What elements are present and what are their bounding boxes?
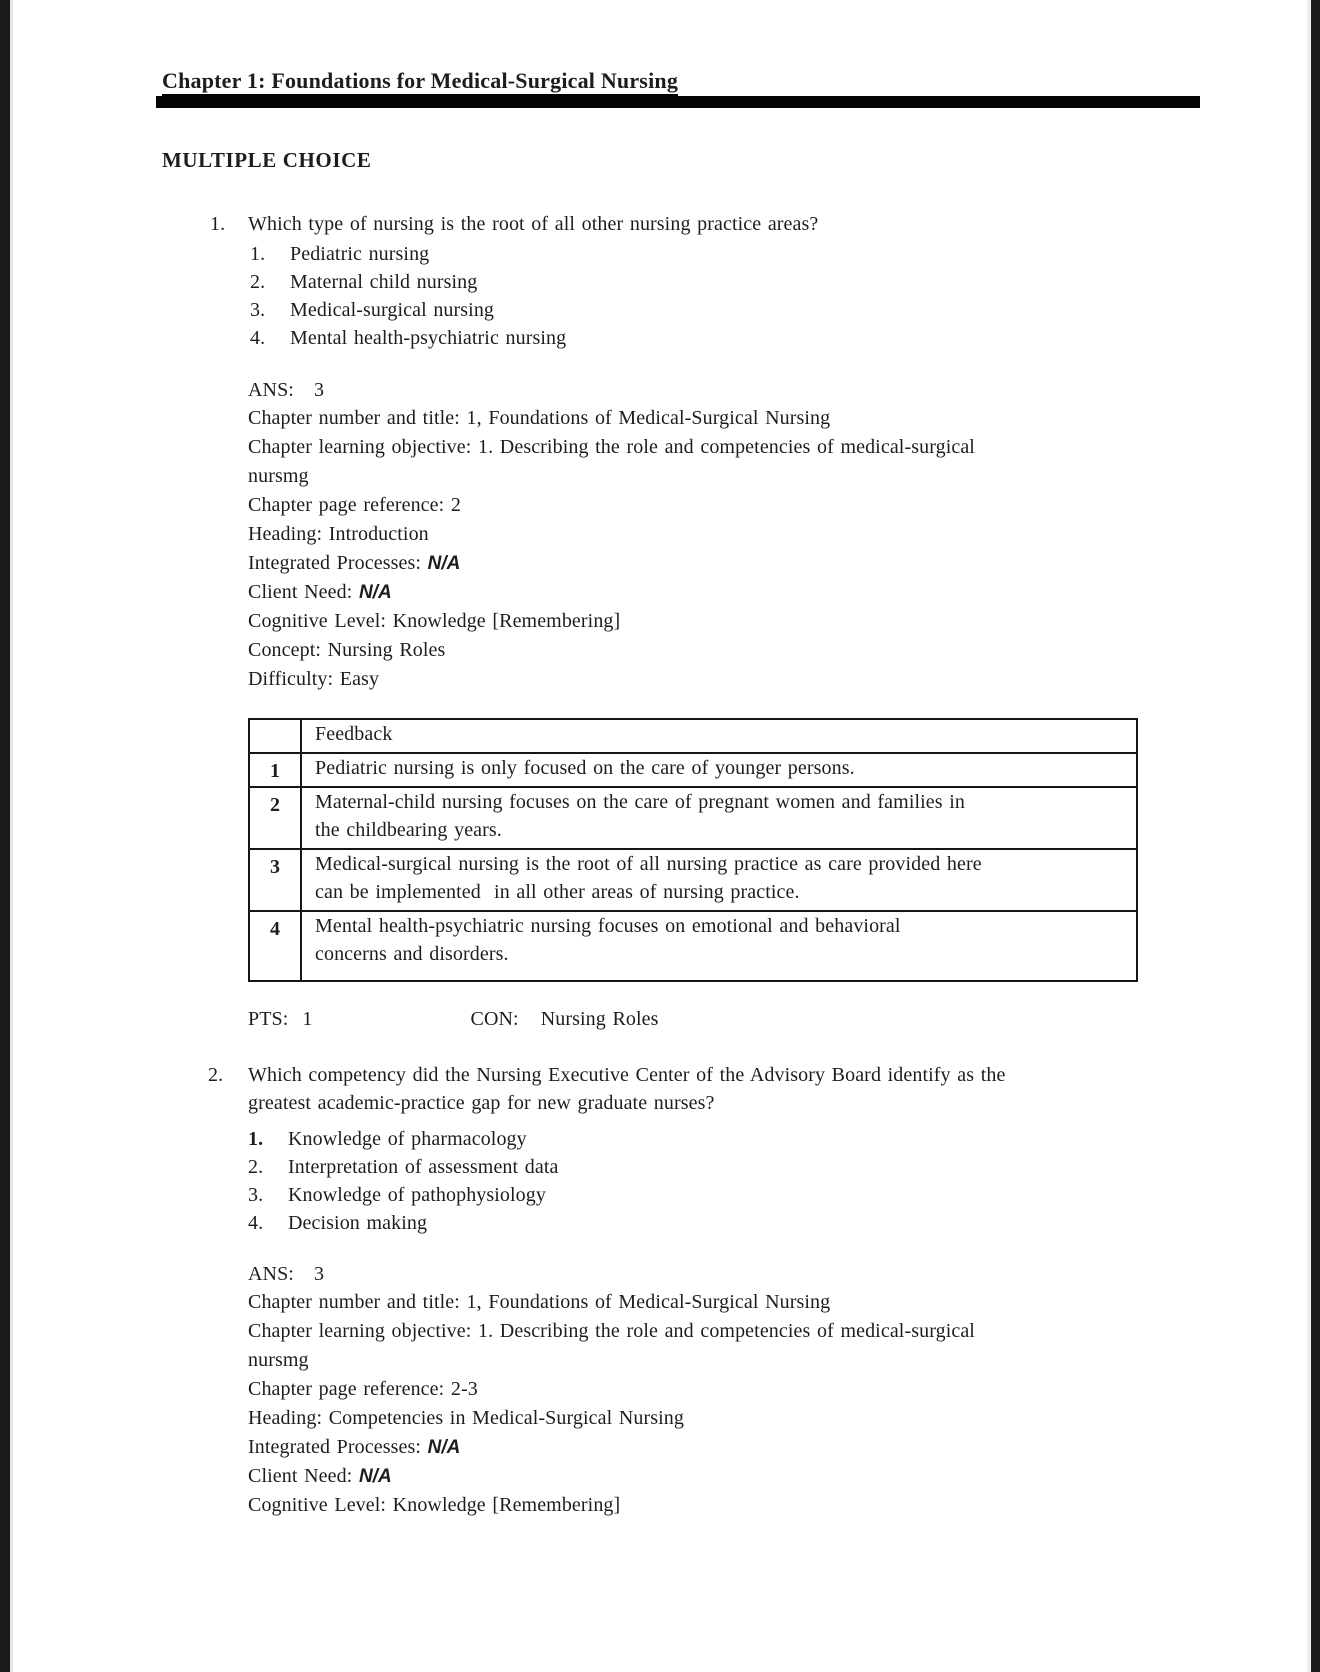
q2-option-3 [248, 1181, 1128, 1209]
q2-rationale-line-5: Heading: Competencies in Medical-Surgical Nursing [248, 1407, 684, 1429]
q2-option-3-label: Knowledge of pathophysiology [288, 1184, 546, 1206]
feedback-row-3-text: Medical-surgical nursing is the root of all nursing practice as care provided here can be implemented in all other areas of nursing practice. [301, 849, 1137, 911]
feedback-row-2-text: Maternal-child nursing focuses on the care of pregnant women and families in the childbearing years. [301, 787, 1137, 849]
q1-rationale-line-2: Chapter learning objective: 1. Describing the role and competencies of medical-surgical [248, 436, 975, 458]
con-value: Nursing Roles [540, 1008, 659, 1030]
q2-rationale-line-7: Client Need: N/A [248, 1465, 392, 1487]
question-1 [210, 210, 1110, 352]
q1-answer-block [248, 376, 1128, 694]
question-1-number: 1. [210, 213, 226, 235]
page-right-border [1311, 0, 1320, 1672]
q1-rationale-line-8: Cognitive Level: Knowledge [Remembering] [248, 610, 621, 632]
q2-rationale-line-4: Chapter page reference: 2-3 [248, 1378, 478, 1400]
section-heading: MULTIPLE CHOICE [162, 148, 372, 172]
q1-option-2-number: 2. [250, 271, 266, 293]
q1-rationale-line-9: Concept: Nursing Roles [248, 639, 446, 661]
q1-points-line [248, 1005, 659, 1033]
title-rule-bar [156, 96, 1200, 108]
q1-answer-label: ANS: [248, 379, 294, 401]
question-2-stem-line-1: Which competency did the Nursing Executive Center of the Advisory Board identify as the [248, 1064, 1006, 1086]
q1-option-4-label: Mental health-psychiatric nursing [290, 327, 567, 349]
page-left-border [0, 0, 10, 1672]
question-2-options [248, 1125, 1128, 1237]
chapter-title-text: Chapter 1: Foundations for Medical-Surgical Nursing [162, 68, 678, 96]
chapter-title [162, 66, 678, 96]
q2-rationale-line-2: Chapter learning objective: 1. Describing the role and competencies of medical-surgical [248, 1320, 975, 1342]
q2-rationale-line-7-na: N/A [358, 1466, 392, 1487]
question-1-stem-row [210, 210, 1110, 238]
q2-option-2-label: Interpretation of assessment data [288, 1156, 559, 1178]
q1-option-4-number: 4. [250, 327, 266, 349]
feedback-row-1 [249, 753, 1137, 787]
q2-rationale-line-6: Integrated Processes: N/A [248, 1436, 461, 1458]
q1-option-2 [250, 268, 1110, 296]
q1-rationale-line-7-na: N/A [358, 582, 392, 603]
q1-rationale-line-6: Integrated Processes: N/A [248, 552, 461, 574]
pts-label: PTS: [248, 1008, 289, 1030]
q1-rationale-line-6-na: N/A [427, 553, 461, 574]
q1-rationale-line-10: Difficulty: Easy [248, 668, 380, 690]
q2-option-3-number: 3. [248, 1184, 264, 1206]
q2-answer-label: ANS: [248, 1263, 294, 1285]
q2-rationale-line-3: nursmg [248, 1349, 309, 1371]
feedback-row-1-text: Pediatric nursing is only focused on the care of younger persons. [301, 753, 1137, 787]
q1-rationale-line-3: nursmg [248, 465, 309, 487]
con-label: CON: [470, 1008, 519, 1030]
q1-option-3-number: 3. [250, 299, 266, 321]
q2-answer-block [248, 1260, 1128, 1520]
q2-answer-line [248, 1260, 1128, 1288]
feedback-row-2-number: 2 [249, 787, 301, 849]
question-1-stem: Which type of nursing is the root of all other nursing practice areas? [248, 213, 819, 235]
question-1-options [250, 240, 1110, 352]
q2-option-1-label: Knowledge of pharmacology [288, 1128, 527, 1150]
q2-option-2 [248, 1153, 1128, 1181]
feedback-row-4 [249, 911, 1137, 981]
question-2-stem-row [208, 1061, 1128, 1089]
q2-option-2-number: 2. [248, 1156, 264, 1178]
q1-option-1-label: Pediatric nursing [290, 243, 430, 265]
q1-option-3 [250, 296, 1110, 324]
q2-answer-value: 3 [313, 1263, 325, 1285]
q1-rationale-line-4: Chapter page reference: 2 [248, 494, 461, 516]
q2-rationale-line-1: Chapter number and title: 1, Foundations of Medical-Surgical Nursing [248, 1291, 831, 1313]
feedback-row-1-number: 1 [249, 753, 301, 787]
question-2-stem-line-2: greatest academic-practice gap for new graduate nurses? [248, 1092, 715, 1114]
q1-option-3-label: Medical-surgical nursing [290, 299, 495, 321]
page-left-edge-shadow [10, 0, 13, 1672]
pts-value: 1 [302, 1008, 313, 1030]
feedback-header-cell: Feedback [301, 719, 1137, 753]
q2-option-4-label: Decision making [288, 1212, 428, 1234]
q1-answer-line [248, 376, 1128, 404]
question-2 [208, 1061, 1128, 1237]
q1-rationale-line-1: Chapter number and title: 1, Foundations of Medical-Surgical Nursing [248, 407, 831, 429]
q1-option-4 [250, 324, 1110, 352]
q2-option-4 [248, 1209, 1128, 1237]
feedback-row-3 [249, 849, 1137, 911]
q2-option-4-number: 4. [248, 1212, 264, 1234]
feedback-row-4-number: 4 [249, 911, 301, 981]
q1-option-2-label: Maternal child nursing [290, 271, 478, 293]
q1-answer-value: 3 [313, 379, 325, 401]
q1-rationale-line-7: Client Need: N/A [248, 581, 392, 603]
feedback-corner-cell [249, 719, 301, 753]
q2-option-1-number: 1. [248, 1128, 264, 1150]
question-2-number: 2. [208, 1064, 224, 1086]
q1-option-1-number: 1. [250, 243, 266, 265]
q1-feedback-table [248, 718, 1138, 982]
q1-option-1 [250, 240, 1110, 268]
q1-rationale-line-5: Heading: Introduction [248, 523, 429, 545]
q2-option-1 [248, 1125, 1128, 1153]
feedback-row-2 [249, 787, 1137, 849]
feedback-row-3-number: 3 [249, 849, 301, 911]
feedback-header-row [249, 719, 1137, 753]
feedback-row-4-text: Mental health-psychiatric nursing focuses on emotional and behavioral concerns and disorders. [301, 911, 1137, 981]
q2-rationale-line-6-na: N/A [427, 1437, 461, 1458]
q2-rationale-line-8: Cognitive Level: Knowledge [Remembering] [248, 1494, 621, 1516]
